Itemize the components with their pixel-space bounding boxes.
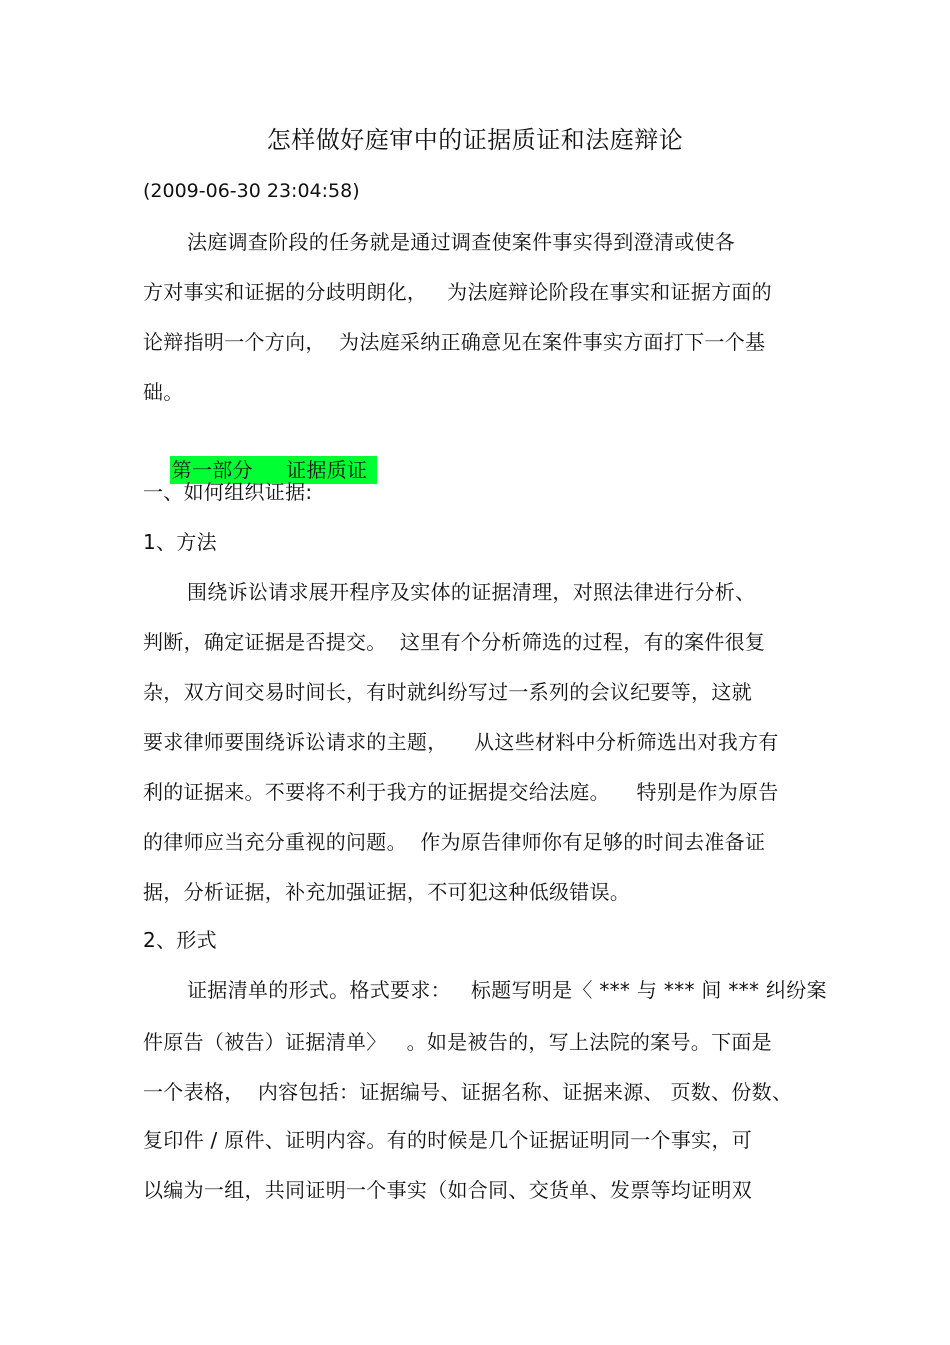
- intro-line-2: 方对事实和证据的分歧明朗化， 为法庭辩论阶段在事实和证据方面的: [143, 280, 772, 304]
- document-date: (2009-06-30 23:04:58): [143, 180, 360, 202]
- sub1-line-7: 据，分析证据，补充加强证据，不可犯这种低级错误。: [143, 880, 631, 904]
- intro-line-4: 础。: [143, 380, 184, 404]
- sub1-line-4: 要求律师要围绕诉讼请求的主题， 从这些材料中分析筛选出对我方有: [143, 730, 779, 754]
- sub1-line-6: 的律师应当充分重视的问题。 作为原告律师你有足够的时间去准备证: [143, 830, 766, 854]
- sub2-line-5: 以编为一组，共同证明一个事实（如合同、交货单、发票等均证明双: [143, 1178, 752, 1202]
- sub2-line-1: 证据清单的形式。格式要求： 标题写明是〈 *** 与 *** 间 *** 纠纷案: [187, 978, 827, 1002]
- sub1-heading: 1、方法: [143, 530, 217, 554]
- intro-line-1: 法庭调查阶段的任务就是通过调查使案件事实得到澄清或使各: [187, 230, 736, 254]
- sub1-line-1: 围绕诉讼请求展开程序及实体的证据清理，对照法律进行分析、: [187, 580, 756, 604]
- sub1-line-5: 利的证据来。不要将不利于我方的证据提交给法庭。 特别是作为原告: [143, 780, 779, 804]
- sub2-line-2: 件原告（被告）证据清单〉 。如是被告的，写上法院的案号。下面是: [143, 1030, 772, 1054]
- sub2-line-4: 复印件 / 原件、证明内容。有的时候是几个证据证明同一个事实，可: [143, 1128, 753, 1152]
- part1-heading-highlight: 第一部分 证据质证: [170, 456, 378, 484]
- sub2-line-3: 一个表格， 内容包括：证据编号、证据名称、证据来源、 页数、份数、: [143, 1080, 793, 1104]
- sub1-line-2: 判断，确定证据是否提交。 这里有个分析筛选的过程，有的案件很复: [143, 630, 766, 654]
- section1-heading: 一、如何组织证据:: [143, 480, 313, 504]
- sub2-heading: 2、形式: [143, 928, 217, 952]
- intro-line-3: 论辩指明一个方向， 为法庭采纳正确意见在案件事实方面打下一个基: [143, 330, 766, 354]
- sub1-line-3: 杂，双方间交易时间长，有时就纠纷写过一系列的会议纪要等，这就: [143, 680, 752, 704]
- document-title: 怎样做好庭审中的证据质证和法庭辩论: [266, 126, 684, 154]
